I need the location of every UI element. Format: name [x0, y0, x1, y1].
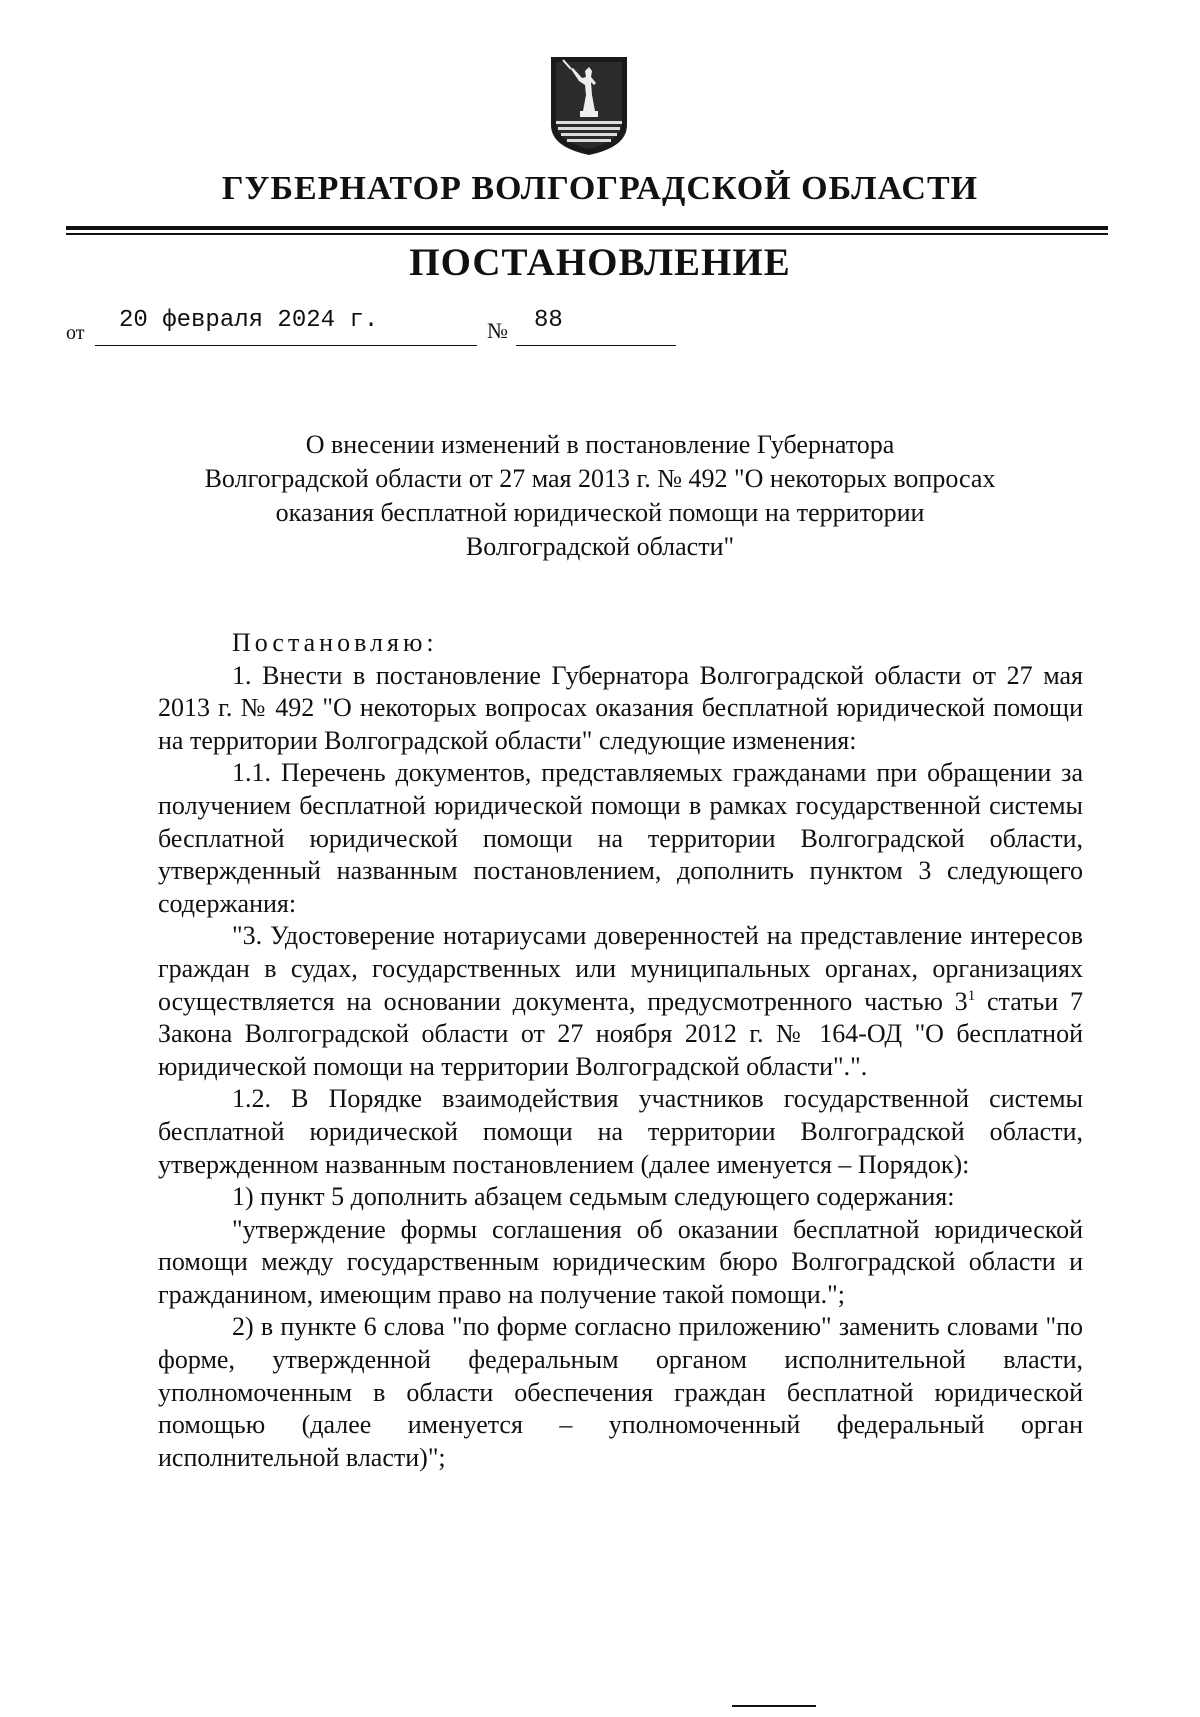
quote-3-text-b: статьи 7 Закона Волгоградской области от 27 ноября 2012 г. № 164-ОД "О бесплатной юридической помощи на территории Волгоградской области".".	[158, 986, 1083, 1081]
number-field	[516, 307, 676, 346]
superscript-1: 1	[967, 987, 976, 1004]
document-subject	[150, 428, 1050, 564]
paragraph-1-2: 1.2. В Порядке взаимодействия участников государственной системы бесплатной юридической помощи на территории Волгоградской области, утвержденном названным постановлением (далее именуется – Порядок):	[158, 1084, 1083, 1179]
number-label: №	[487, 318, 508, 343]
quote-3-text-a: "3. Удостоверение нотариусами доверенностей на представление интересов граждан в судах, государственных или муниципальных органах, организациях осуществляется на основании документа, предусмотренного частью 3	[158, 921, 1083, 1016]
document-number: 88	[534, 307, 563, 334]
document-type-title: ПОСТАНОВЛЕНИЕ	[409, 241, 791, 284]
paragraph-quote-3	[158, 920, 1083, 1083]
paragraph-1-1: 1.1. Перечень документов, представляемых гражданами при обращении за получением бесплатной юридической помощи в рамках государственной системы бесплатной юридической помощи на территории Волгоградской области, утвержденный названным постановлением, дополнить пунктом 3 следующего содержания:	[158, 758, 1083, 918]
subject-line: Волгоградской области"	[465, 532, 735, 561]
issuing-authority: ГУБЕРНАТОР ВОЛГОГРАДСКОЙ ОБЛАСТИ	[221, 170, 979, 207]
paragraph-item-2: 2) в пункте 6 слова "по форме согласно приложению" заменить словами "по форме, утвержденной федеральным органом исполнительной власти, уполномоченным в области обеспечения граждан бесплатной юридической помощью (далее именуется – уполномоченный федеральный орган исполнительной власти)";	[158, 1312, 1083, 1472]
resolution-word: Постановляю:	[232, 628, 438, 657]
subject-line: О внесении изменений в постановление Губернатора	[305, 430, 895, 459]
date-label: от	[66, 322, 85, 344]
subject-line: оказания бесплатной юридической помощи на территории	[275, 498, 925, 527]
subject-line: Волгоградской области от 27 мая 2013 г. № 492 "О некоторых вопросах	[204, 464, 996, 493]
paragraph-quote-item-1: "утверждение формы соглашения об оказании бесплатной юридической помощи между государственным юридическим бюро Волгоградской области и гражданином, имеющим право на получение такой помощи.";	[158, 1214, 1083, 1309]
paragraph-item-1: 1) пункт 5 дополнить абзацем седьмым следующего содержания:	[232, 1182, 955, 1212]
paragraph-1: 1. Внести в постановление Губернатора Волгоградской области от 27 мая 2013 г. № 492 "О некоторых вопросах оказания бесплатной юридической помощи на территории Волгоградской области" следующие изменения:	[158, 660, 1083, 755]
header-divider-thick	[66, 226, 1108, 230]
header-divider-thin	[66, 233, 1108, 235]
document-body	[158, 627, 1083, 1474]
document-date: 20 февраля 2024 г.	[119, 307, 379, 334]
footer-rule	[732, 1705, 816, 1707]
coat-of-arms-emblem	[549, 55, 629, 157]
date-field	[95, 307, 477, 346]
